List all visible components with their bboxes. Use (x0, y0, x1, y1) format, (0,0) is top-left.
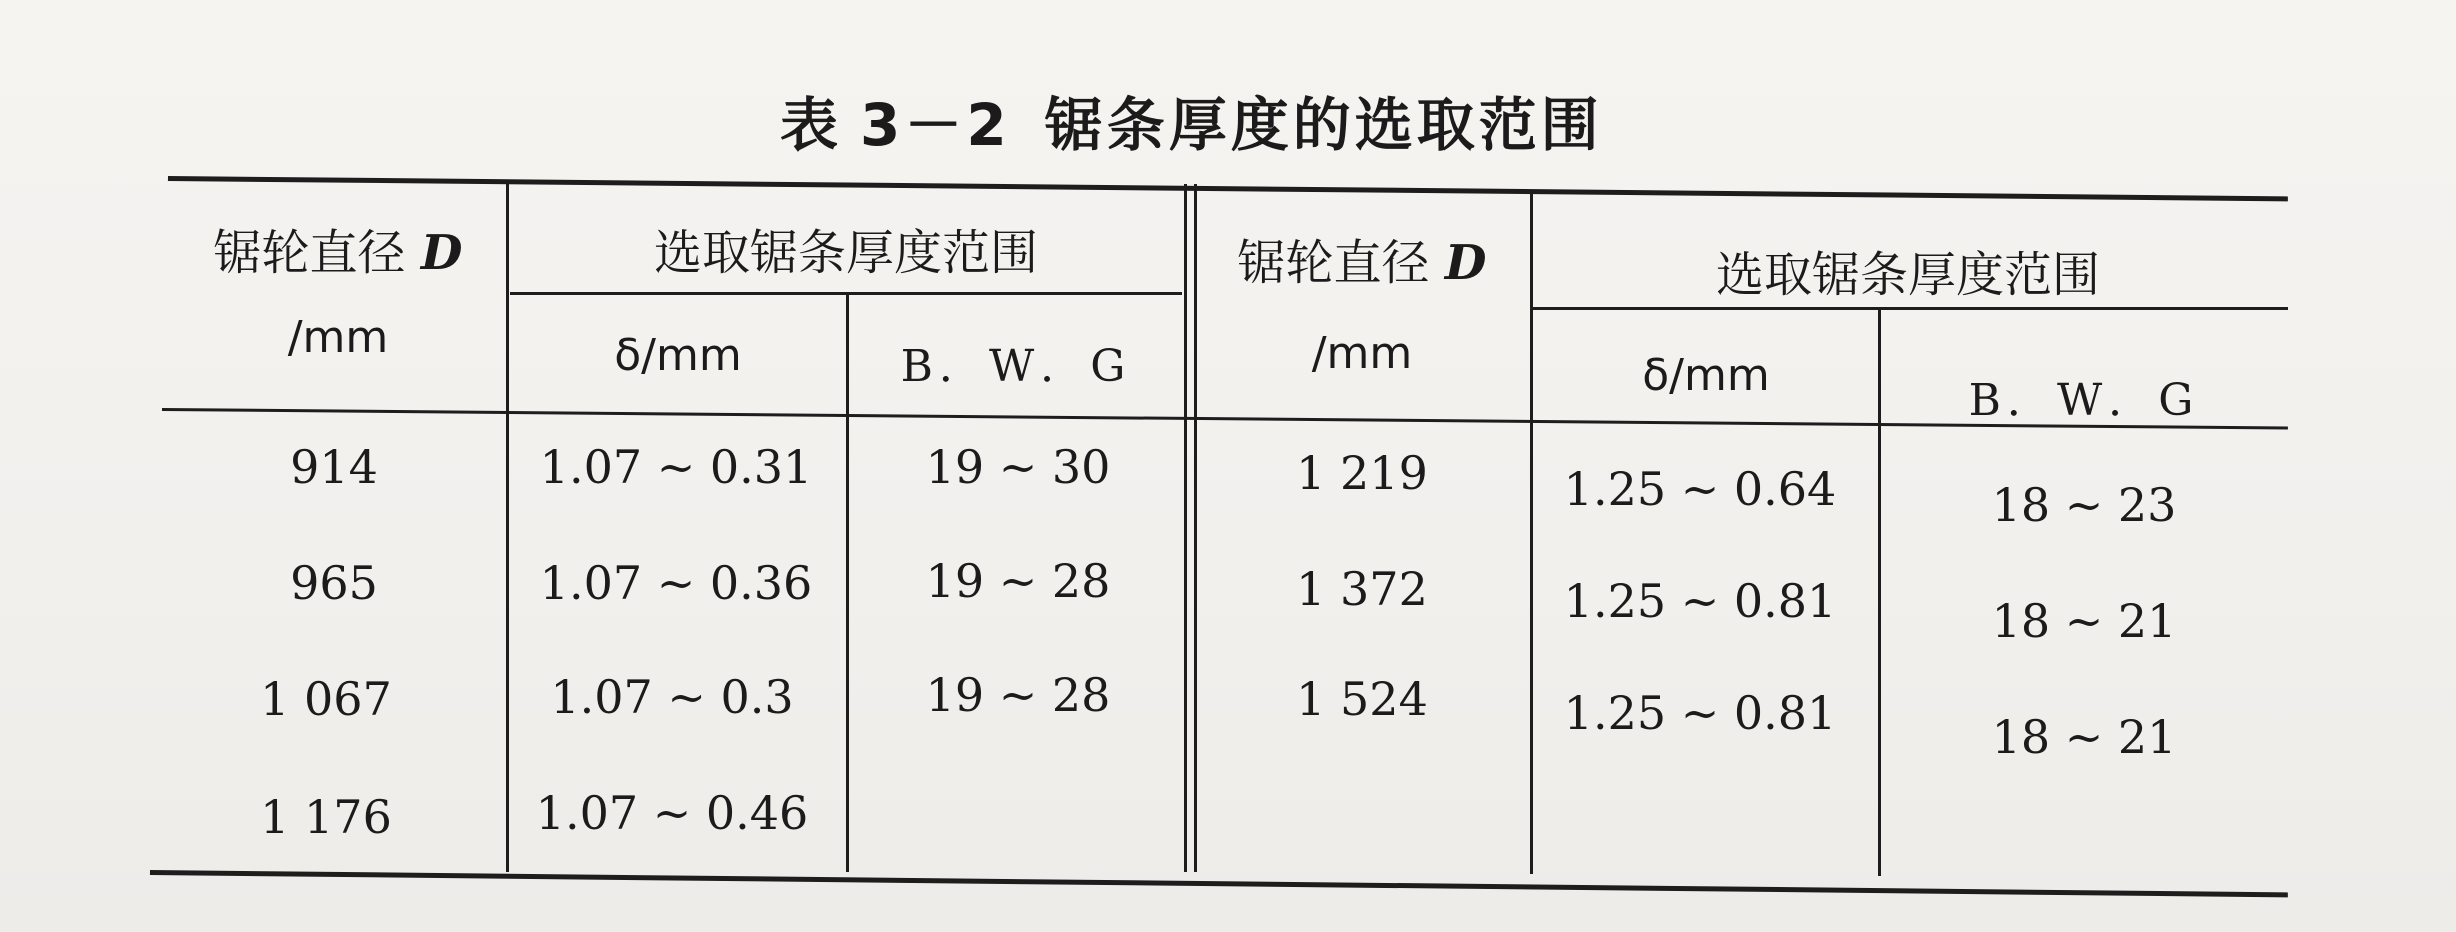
range-header-right: 选取锯条厚度范围 (1715, 247, 2101, 303)
diameter-symbol: D (420, 225, 463, 281)
right-row-1-bwg: 18 ~ 23 (1991, 478, 2177, 532)
left-row-2-bwg: 19 ~ 28 (925, 554, 1111, 608)
bwg-header-right: B．W．G (1968, 375, 2200, 426)
column-rule-3 (1530, 190, 1533, 874)
range-header-left: 选取锯条厚度范围 (653, 225, 1039, 281)
center-double-rule-a (1184, 184, 1187, 872)
thickness-header-left: δ/mm (614, 330, 742, 381)
right-row-2-diameter: 1 372 (1296, 562, 1428, 616)
bottom-rule (150, 870, 2288, 897)
right-row-1-thickness: 1.25 ~ 0.64 (1563, 462, 1837, 516)
thickness-header-right: δ/mm (1642, 350, 1770, 401)
diameter-header-left (214, 214, 463, 283)
right-row-1-diameter: 1 219 (1296, 446, 1428, 500)
right-row-2-bwg: 18 ~ 21 (1991, 594, 2177, 648)
left-row-4-thickness: 1.07 ~ 0.46 (535, 786, 809, 840)
left-row-1-diameter: 914 (290, 440, 378, 494)
diameter-symbol: D (1444, 235, 1487, 291)
center-double-rule-b (1194, 184, 1197, 872)
right-row-3-diameter: 1 524 (1296, 672, 1428, 726)
left-row-3-thickness: 1.07 ~ 0.3 (550, 670, 794, 724)
table-title-prefix: 表 (780, 91, 843, 159)
left-row-2-diameter: 965 (290, 556, 378, 610)
diameter-header-right (1238, 224, 1487, 293)
diameter-header-label: 锯轮直径 (1237, 235, 1430, 291)
diameter-unit-right: /mm (1311, 328, 1413, 379)
left-row-4-diameter: 1 176 (260, 790, 392, 844)
table-title-text: 锯条厚度的选取范围 (1044, 91, 1603, 159)
column-rule-2 (846, 294, 849, 872)
column-rule-4 (1878, 310, 1881, 876)
diameter-unit-left: /mm (287, 312, 389, 363)
left-row-3-bwg: 19 ~ 28 (925, 668, 1111, 722)
top-rule (168, 176, 2288, 201)
left-row-2-thickness: 1.07 ~ 0.36 (539, 556, 813, 610)
bwg-header-left: B．W．G (900, 341, 1132, 392)
left-row-1-bwg: 19 ~ 30 (925, 440, 1111, 494)
diameter-header-label: 锯轮直径 (213, 225, 406, 281)
right-row-3-thickness: 1.25 ~ 0.81 (1563, 686, 1837, 740)
right-row-3-bwg: 18 ~ 21 (1991, 710, 2177, 764)
table-title-number: 3－2 (860, 91, 1011, 159)
right-row-2-thickness: 1.25 ~ 0.81 (1563, 574, 1837, 628)
left-row-1-thickness: 1.07 ~ 0.31 (539, 440, 813, 494)
header-divider-right (1532, 307, 2288, 310)
column-rule-1 (506, 180, 509, 872)
left-row-3-diameter: 1 067 (260, 672, 392, 726)
